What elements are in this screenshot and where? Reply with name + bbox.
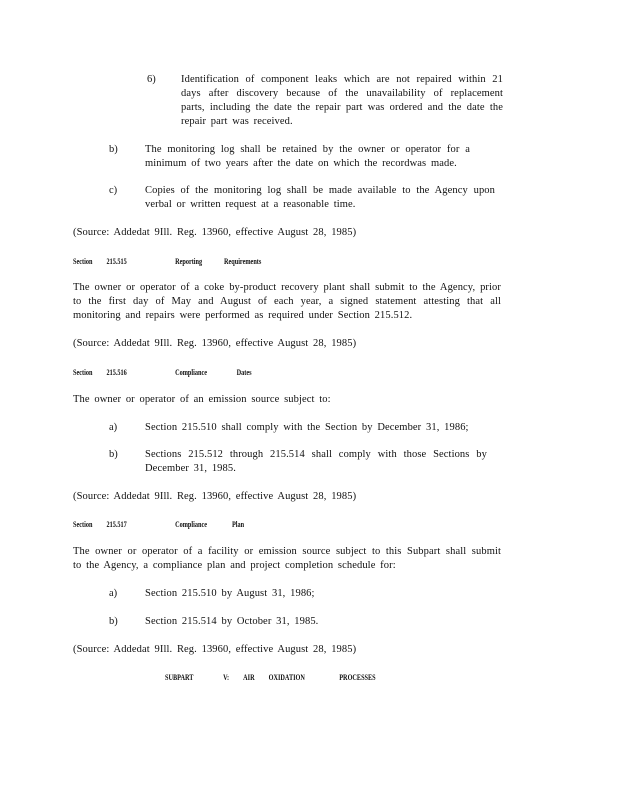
section-516-heading bbox=[73, 368, 252, 378]
item-a-label: a) bbox=[109, 588, 118, 599]
item-a-text: Section 215.510 by August 31, 1986; bbox=[145, 588, 315, 599]
section-517-paragraph: The owner or operator of a facility or emission source subject to this Subpart shall submit to the Agency, a compliance plan and project completion schedule for: bbox=[73, 546, 501, 571]
subpart-title-part: PROCESSES bbox=[339, 673, 376, 682]
section-number: 215.517 bbox=[106, 520, 127, 529]
item-c-text: Copies of the monitoring log shall be made available to the Agency upon verbal or written request at a reasonable time. bbox=[145, 185, 495, 210]
subpart-word: SUBPART bbox=[165, 673, 194, 682]
item-b-text: The monitoring log shall be retained by the owner or operator for a minimum of two years after the date on which the recordwas made. bbox=[145, 144, 470, 169]
subpart-heading bbox=[165, 673, 376, 683]
section-title-part: Compliance bbox=[175, 520, 207, 529]
source-note: (Source: Addedat 9Ill. Reg. 13960, effective August 28, 1985) bbox=[73, 227, 357, 238]
subpart-title-part: AIR bbox=[243, 673, 255, 682]
item-a-label: a) bbox=[109, 422, 118, 433]
subpart-title-part: OXIDATION bbox=[268, 673, 305, 682]
item-b-label: b) bbox=[109, 616, 118, 627]
section-number: 215.515 bbox=[106, 257, 127, 266]
section-word: Section bbox=[73, 520, 93, 529]
section-516-paragraph: The owner or operator of an emission source subject to: bbox=[73, 394, 331, 405]
item-6-text: Identification of component leaks which are not repaired within 21 days after discovery because of the unavailability of replacement parts, including the date the repair part was ordered and the date the repair part was received. bbox=[181, 74, 503, 127]
section-515-paragraph: The owner or operator of a coke by-product recovery plant shall submit to the Agency, prior to the first day of May and August of each year, a signed statement attesting that all monitoring and repairs were performed as required under Section 215.512. bbox=[73, 282, 501, 321]
section-word: Section bbox=[73, 368, 93, 377]
section-title-part: Requirements bbox=[223, 257, 262, 266]
section-517-heading bbox=[73, 520, 244, 530]
section-word: Section bbox=[73, 257, 93, 266]
section-number: 215.516 bbox=[106, 368, 127, 377]
source-note: (Source: Addedat 9Ill. Reg. 13960, effective August 28, 1985) bbox=[73, 338, 357, 349]
subpart-letter: V: bbox=[223, 673, 230, 682]
section-title-part: Dates bbox=[236, 368, 252, 377]
section-title-part: Reporting bbox=[175, 257, 203, 266]
section-title-part: Compliance bbox=[175, 368, 207, 377]
item-c-label: c) bbox=[109, 185, 118, 196]
source-note: (Source: Addedat 9Ill. Reg. 13960, effective August 28, 1985) bbox=[73, 491, 357, 502]
item-b-label: b) bbox=[109, 144, 118, 155]
source-note: (Source: Addedat 9Ill. Reg. 13960, effective August 28, 1985) bbox=[73, 644, 357, 655]
section-515-heading bbox=[73, 257, 261, 267]
item-6-label: 6) bbox=[147, 74, 156, 85]
item-b-label: b) bbox=[109, 449, 118, 460]
item-a-text: Section 215.510 shall comply with the Section by December 31, 1986; bbox=[145, 422, 469, 433]
item-b-text: Section 215.514 by October 31, 1985. bbox=[145, 616, 319, 627]
item-b-text: Sections 215.512 through 215.514 shall comply with those Sections by December 31, 1985. bbox=[145, 449, 487, 474]
section-title-part: Plan bbox=[231, 520, 245, 529]
